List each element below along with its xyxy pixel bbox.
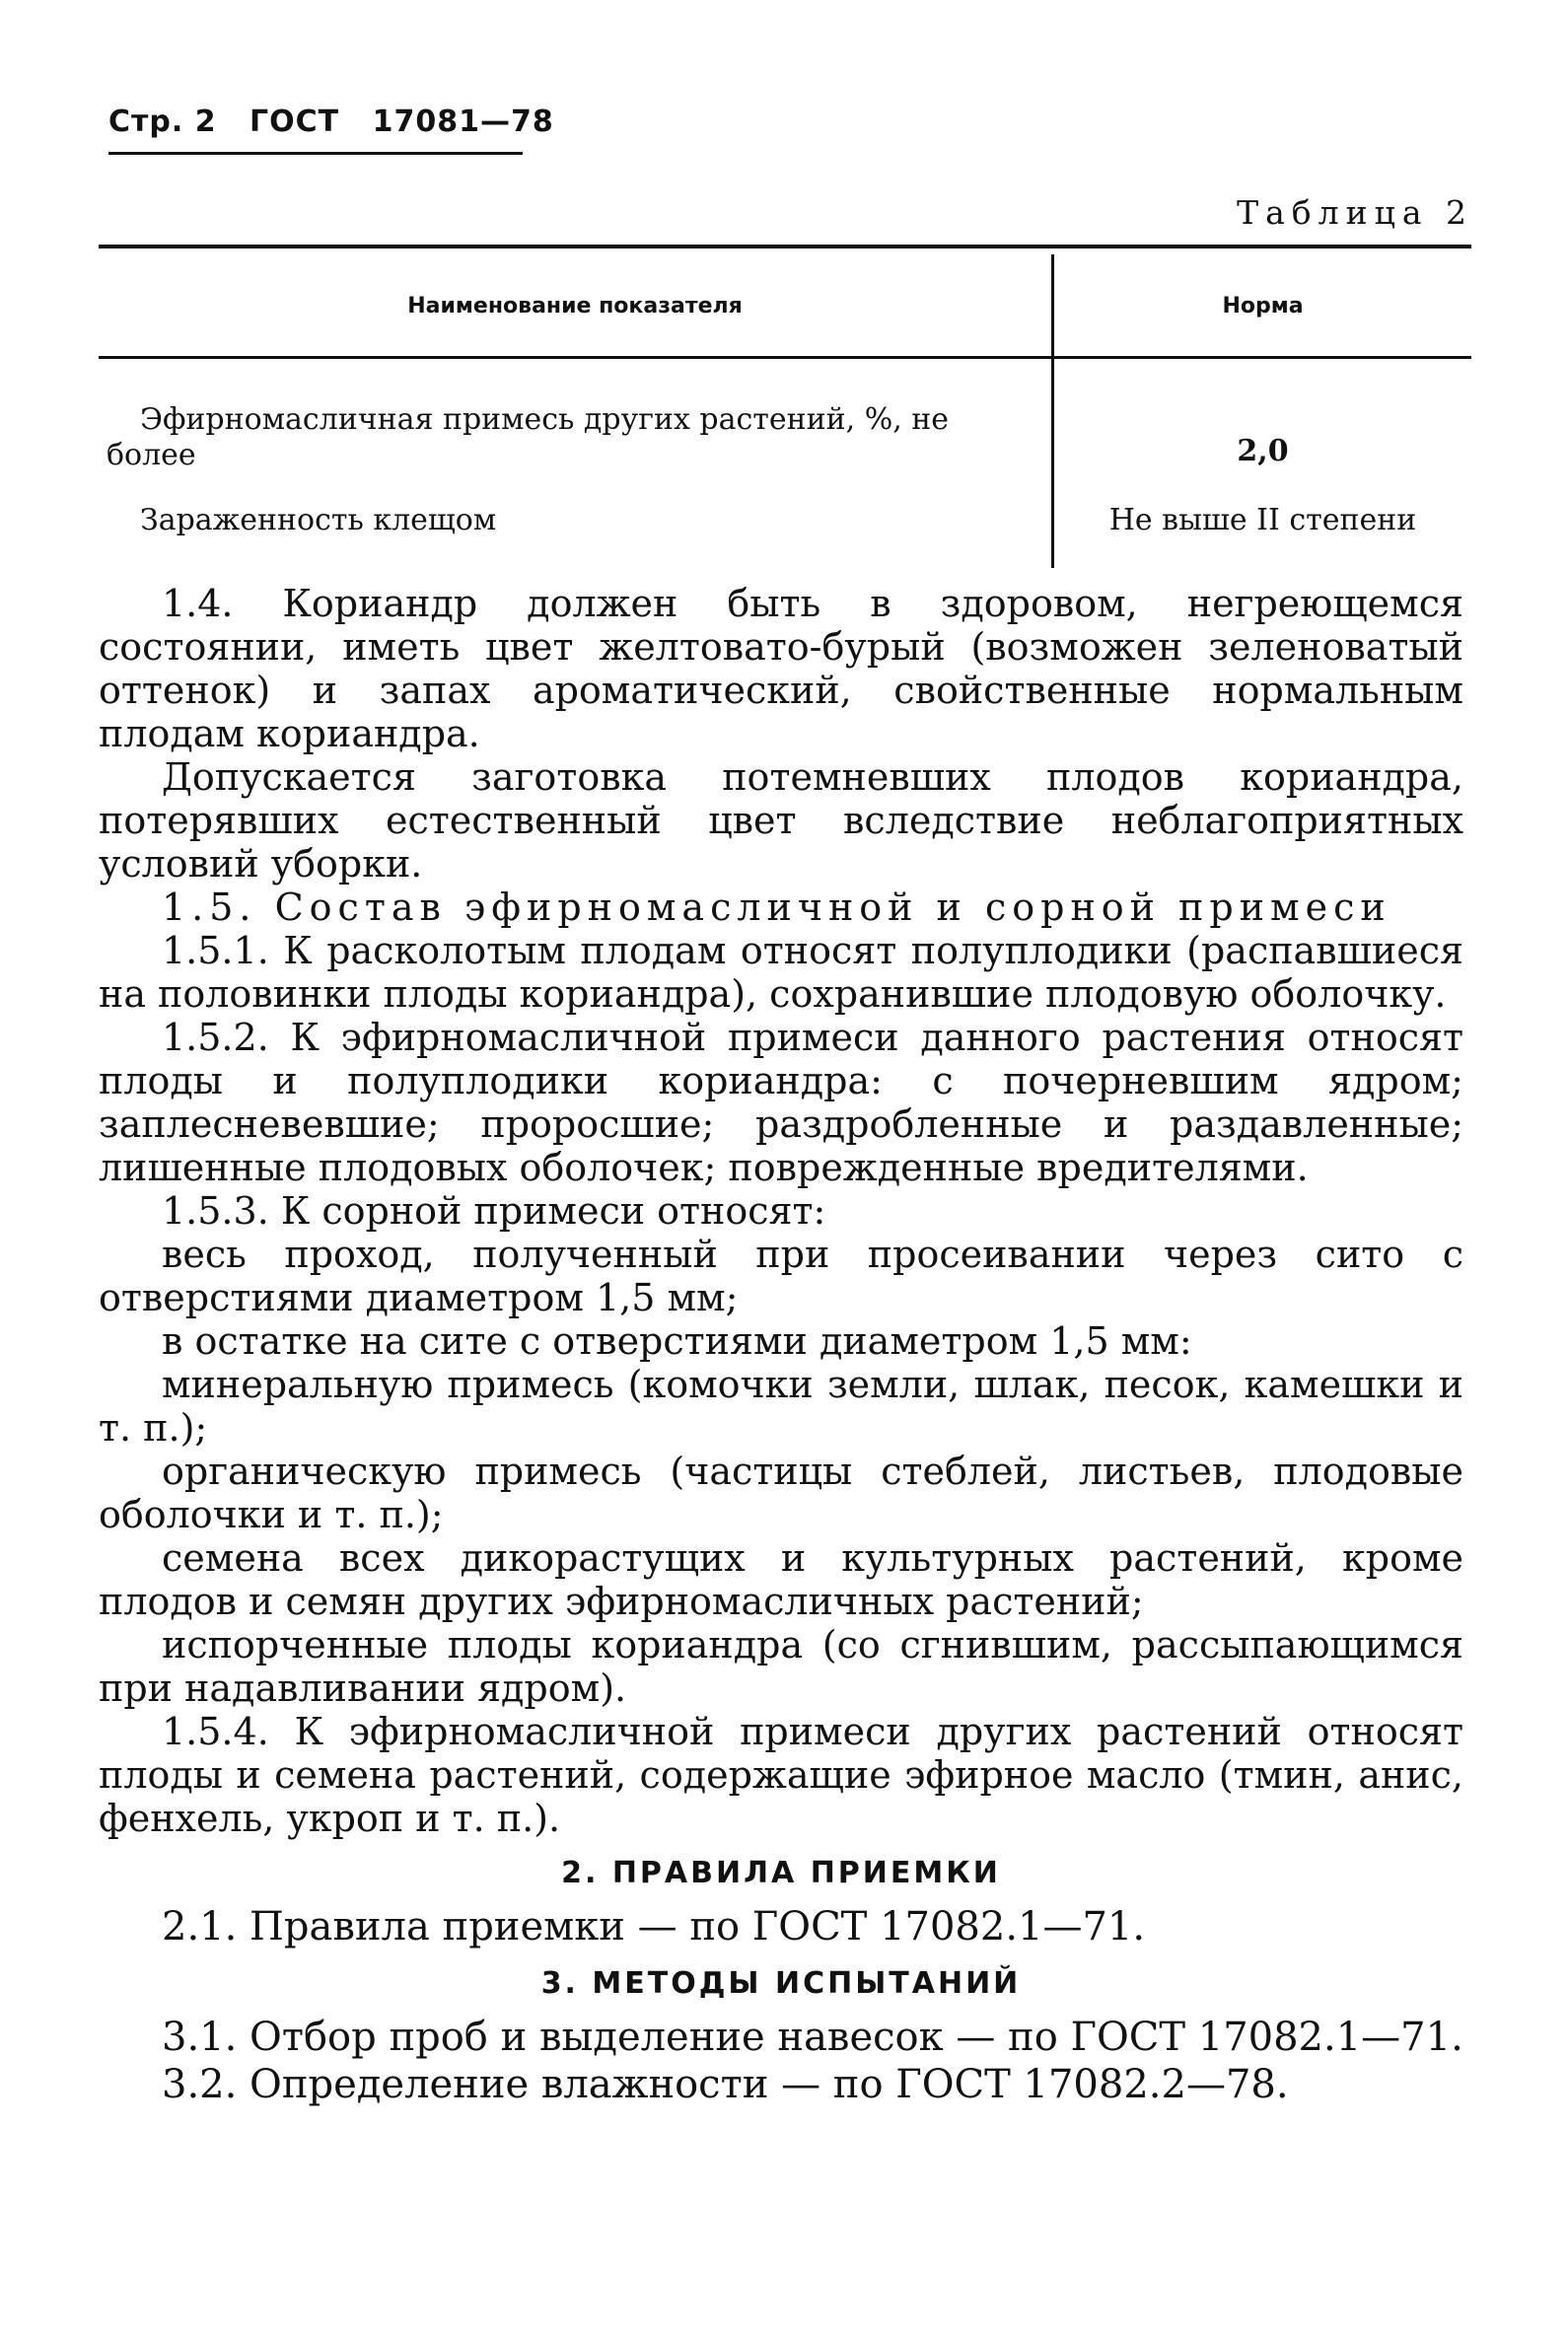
table-row-1-value: 2,0 (1237, 434, 1289, 468)
clause-1-5-3: 1.5.3. К сорной примеси относят: (162, 1189, 826, 1233)
clause-1-4: 1.4. Кориандр должен быть в здоровом, негреющемся состоянии, иметь цвет желтовато-бурый (возможен зеленоватый оттенок) и запах ароматический, свойственные нормальным плодам кориандра. (99, 582, 1463, 755)
clause-1-5-2: 1.5.2. К эфирномасличной примеси данного растения относят плоды и полуплодики кориандра: с почерневшим ядром; заплесневевшие; проросшие; раздробленные и раздавленные; лишенные плодовых оболочек; поврежденные вредителями. (99, 1016, 1463, 1189)
clause-1-5-3-item-f: испорченные плоды кориандра (со сгнившим, рассыпающимся при надавливании ядром). (99, 1623, 1463, 1710)
table-row-2-value: Не выше II степени (1108, 503, 1417, 537)
header-rule (108, 152, 523, 155)
table-row-2-name: Зараженность клещом (140, 503, 497, 537)
table-header-name: Наименование показателя (407, 294, 743, 319)
standard-number: 17081—78 (372, 105, 554, 139)
clause-1-5-1: 1.5.1. К расколотым плодам относят полуплодики (распавшиеся на половинки плоды кориандра), сохранившие плодовую оболочку. (99, 929, 1463, 1016)
section-3-heading: 3. МЕТОДЫ ИСПЫТАНИЙ (540, 1966, 1022, 2001)
section-2-heading: 2. ПРАВИЛА ПРИЕМКИ (561, 1856, 1001, 1890)
page-number: Стр. 2 (108, 105, 217, 139)
page-header (108, 105, 576, 139)
table-caption: Таблица 2 (1237, 193, 1473, 232)
clause-1-5-3-item-e: семена всех дикорастущих и культурных растений, кроме плодов и семян других эфирномасличных растений; (99, 1536, 1463, 1623)
clause-1-4-note: Допускается заготовка потемневших плодов кориандра, потерявших естественный цвет вследствие неблагоприятных условий уборки. (99, 755, 1463, 886)
clause-3-2: 3.2. Определение влажности — по ГОСТ 17082.2—78. (162, 2062, 1289, 2107)
clause-3-1: 3.1. Отбор проб и выделение навесок — по ГОСТ 17082.1—71. (162, 2015, 1463, 2060)
clause-1-5-3-item-c: минеральную примесь (комочки земли, шлак, песок, камешки и т. п.); (99, 1363, 1463, 1450)
standard-label: ГОСТ (249, 105, 340, 139)
table-rule-top (99, 245, 1471, 248)
clause-1-5-4: 1.5.4. К эфирномасличной примеси других растений относят плоды и семена растений, содержащие эфирное масло (тмин, анис, фенхель, укроп и т. п.). (99, 1710, 1463, 1840)
clause-1-5-3-item-b: в остатке на сите с отверстиями диаметром 1,5 мм: (162, 1319, 1192, 1363)
clause-1-5-3-item-d: органическую примесь (частицы стеблей, листьев, плодовые оболочки и т. п.); (99, 1450, 1463, 1536)
clause-1-5-title: 1.5. Состав эфирномасличной и сорной примеси (162, 886, 1391, 929)
table-rule-header (99, 356, 1471, 359)
clause-2-1: 2.1. Правила приемки — по ГОСТ 17082.1—71. (162, 1904, 1146, 1949)
document-body (99, 582, 1463, 2108)
table-row-1-name: Эфирномасличная примесь других растений, %, не более (107, 402, 950, 472)
table-header-norm: Норма (1222, 294, 1304, 319)
indicator-table (99, 245, 1471, 570)
clause-1-5-3-item-a: весь проход, полученный при просеивании через сито с отверстиями диаметром 1,5 мм; (99, 1233, 1463, 1319)
